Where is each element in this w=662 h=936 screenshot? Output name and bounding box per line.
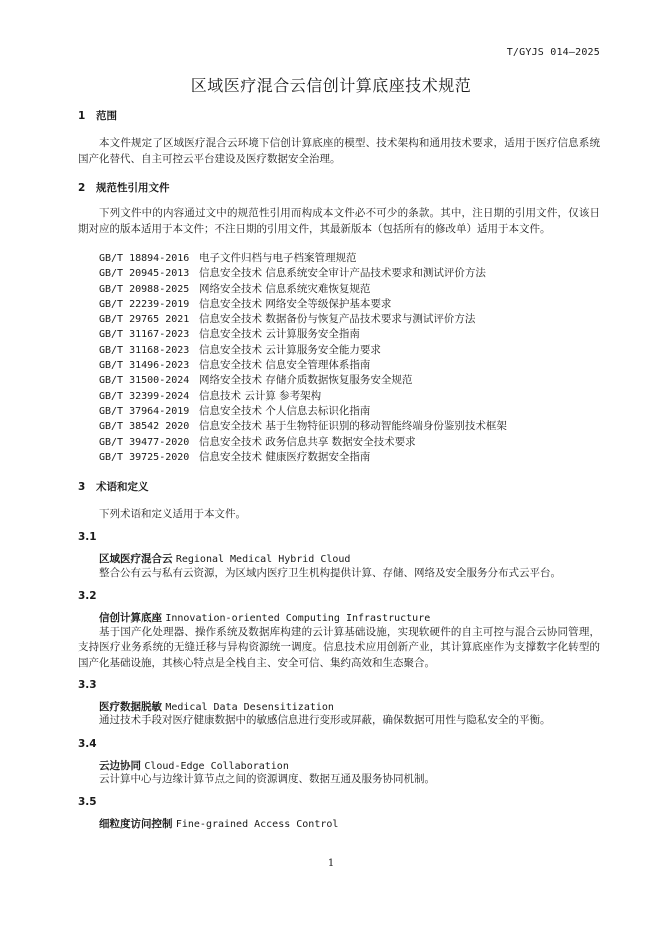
reference-title: 信息安全技术 基于生物特征识别的移动智能终端身份鉴别技术框架 (199, 420, 507, 433)
reference-title: 信息安全技术 云计算服务安全指南 (199, 328, 360, 341)
term-name (99, 610, 430, 625)
reference-item (99, 404, 507, 419)
term-name (99, 551, 350, 566)
reference-title: 信息安全技术 政务信息共享 数据安全技术要求 (199, 435, 416, 448)
term-definition: 通过技术手段对医疗健康数据中的敏感信息进行变形或屏蔽，确保数据可用性与隐私安全的平衡。 (99, 714, 551, 726)
reference-item (99, 297, 507, 312)
term-name (99, 758, 289, 773)
term-name-en: Regional Medical Hybrid Cloud (175, 554, 351, 565)
reference-title: 网络安全技术 存储介质数据恢复服务安全规范 (199, 374, 413, 387)
reference-title: 信息安全技术 云计算服务安全能力要求 (199, 343, 381, 356)
reference-code: GB/T 29765 2021 (99, 314, 190, 326)
reference-title: 信息安全技术 信息安全管理体系指南 (199, 359, 371, 372)
reference-code: GB/T 32399-2024 (99, 390, 190, 402)
reference-code: GB/T 20988-2025 (99, 283, 190, 295)
term-name-en: Cloud-Edge Collaboration (144, 761, 289, 772)
reference-item (99, 389, 507, 404)
reference-title: 信息安全技术 健康医疗数据安全指南 (199, 450, 371, 463)
reference-code: GB/T 38542 2020 (99, 421, 190, 433)
term-number: 3.4 (78, 738, 97, 750)
reference-item (99, 419, 507, 434)
reference-item (99, 327, 507, 342)
term-number: 3.5 (78, 796, 97, 808)
section-number: 1 (78, 110, 86, 122)
section-title: 术语和定义 (96, 481, 149, 493)
reference-item (99, 450, 507, 465)
reference-code: GB/T 37964-2019 (99, 405, 190, 417)
reference-item (99, 435, 507, 450)
document-title: 区域医疗混合云信创计算底座技术规范 (190, 76, 472, 95)
page-number: 1 (327, 858, 335, 869)
reference-title: 网络安全技术 信息系统灾难恢复规范 (199, 282, 371, 295)
reference-code: GB/T 31500-2024 (99, 375, 190, 387)
term-definition: 基于国产化处理器、操作系统及数据库构建的云计算基础设施，实现软硬件的自主可控与混合云协同管理，支持医疗业务系统的无缝迁移与异构资源统一调度。信息技术应用创新产业，其计算底座作为支撑数字化转型的国产化基础设施，其核心特点是全栈自主、安全可信、集约高效和生态聚合。 (78, 626, 600, 669)
reference-item (99, 312, 507, 327)
reference-item (99, 343, 507, 358)
term-name-zh: 云边协同 (99, 760, 141, 772)
section-number: 3 (78, 481, 86, 493)
term-name-zh: 区域医疗混合云 (99, 553, 173, 565)
term-name-en: Medical Data Desensitization (165, 702, 334, 713)
section-number: 2 (78, 182, 86, 194)
reference-title: 信息安全技术 信息系统安全审计产品技术要求和测试评价方法 (199, 267, 486, 280)
reference-title: 信息安全技术 个人信息去标识化指南 (199, 404, 371, 417)
reference-code: GB/T 22239-2019 (99, 298, 190, 310)
reference-title: 信息安全技术 数据备份与恢复产品技术要求与测试评价方法 (199, 313, 476, 326)
terms-intro-paragraph: 下列术语和定义适用于本文件。 (99, 508, 246, 520)
reference-item (99, 251, 507, 266)
term-number: 3.3 (78, 679, 97, 691)
reference-item (99, 282, 507, 297)
reference-code: GB/T 39725-2020 (99, 451, 190, 463)
term-name (99, 816, 338, 831)
section-heading-normative-references (78, 180, 170, 195)
reference-code: GB/T 31168-2023 (99, 344, 190, 356)
reference-title: 信息安全技术 网络安全等级保护基本要求 (199, 297, 392, 310)
section-heading-terms-definitions (78, 479, 149, 494)
term-number: 3.1 (78, 531, 97, 543)
reference-item (99, 358, 507, 373)
reference-list (99, 251, 507, 465)
term-definition: 整合公有云与私有云资源，为区域内医疗卫生机构提供计算、存储、网络及安全服务分布式云平台。 (99, 567, 561, 579)
reference-title: 电子文件归档与电子档案管理规范 (199, 252, 357, 264)
references-intro-paragraph: 下列文件中的内容通过文中的规范性引用而构成本文件必不可少的条款。其中，注日期的引用文件，仅该日期对应的版本适用于本文件；不注日期的引用文件，其最新版本（包括所有的修改单）适用于本文件。 (78, 207, 600, 235)
term-number: 3.2 (78, 590, 97, 602)
term-name-en: Innovation-oriented Computing Infrastructure (165, 613, 431, 624)
scope-paragraph: 本文件规定了区域医疗混合云环境下信创计算底座的模型、技术架构和通用技术要求，适用于医疗信息系统国产化替代、自主可控云平台建设及医疗数据安全治理。 (78, 137, 600, 165)
section-title: 范围 (96, 110, 117, 122)
reference-title: 信息技术 云计算 参考架构 (199, 389, 322, 402)
reference-code: GB/T 18894-2016 (99, 253, 190, 264)
term-name-zh: 医疗数据脱敏 (99, 701, 162, 713)
reference-code: GB/T 39477-2020 (99, 436, 190, 448)
term-name-zh: 细粒度访问控制 (99, 818, 173, 830)
reference-code: GB/T 31167-2023 (99, 329, 190, 341)
reference-item (99, 373, 507, 388)
reference-code: GB/T 31496-2023 (99, 360, 190, 372)
term-name (99, 699, 334, 714)
term-definition: 云计算中心与边缘计算节点之间的资源调度、数据互通及服务协同机制。 (99, 773, 435, 785)
term-name-en: Fine-grained Access Control (175, 819, 339, 830)
section-title: 规范性引用文件 (96, 182, 170, 194)
section-heading-scope (78, 108, 117, 123)
term-name-zh: 信创计算底座 (99, 612, 162, 624)
reference-code: GB/T 20945-2013 (99, 268, 190, 280)
document-code: T/GYJS 014—2025 (506, 47, 600, 58)
reference-item (99, 266, 507, 281)
